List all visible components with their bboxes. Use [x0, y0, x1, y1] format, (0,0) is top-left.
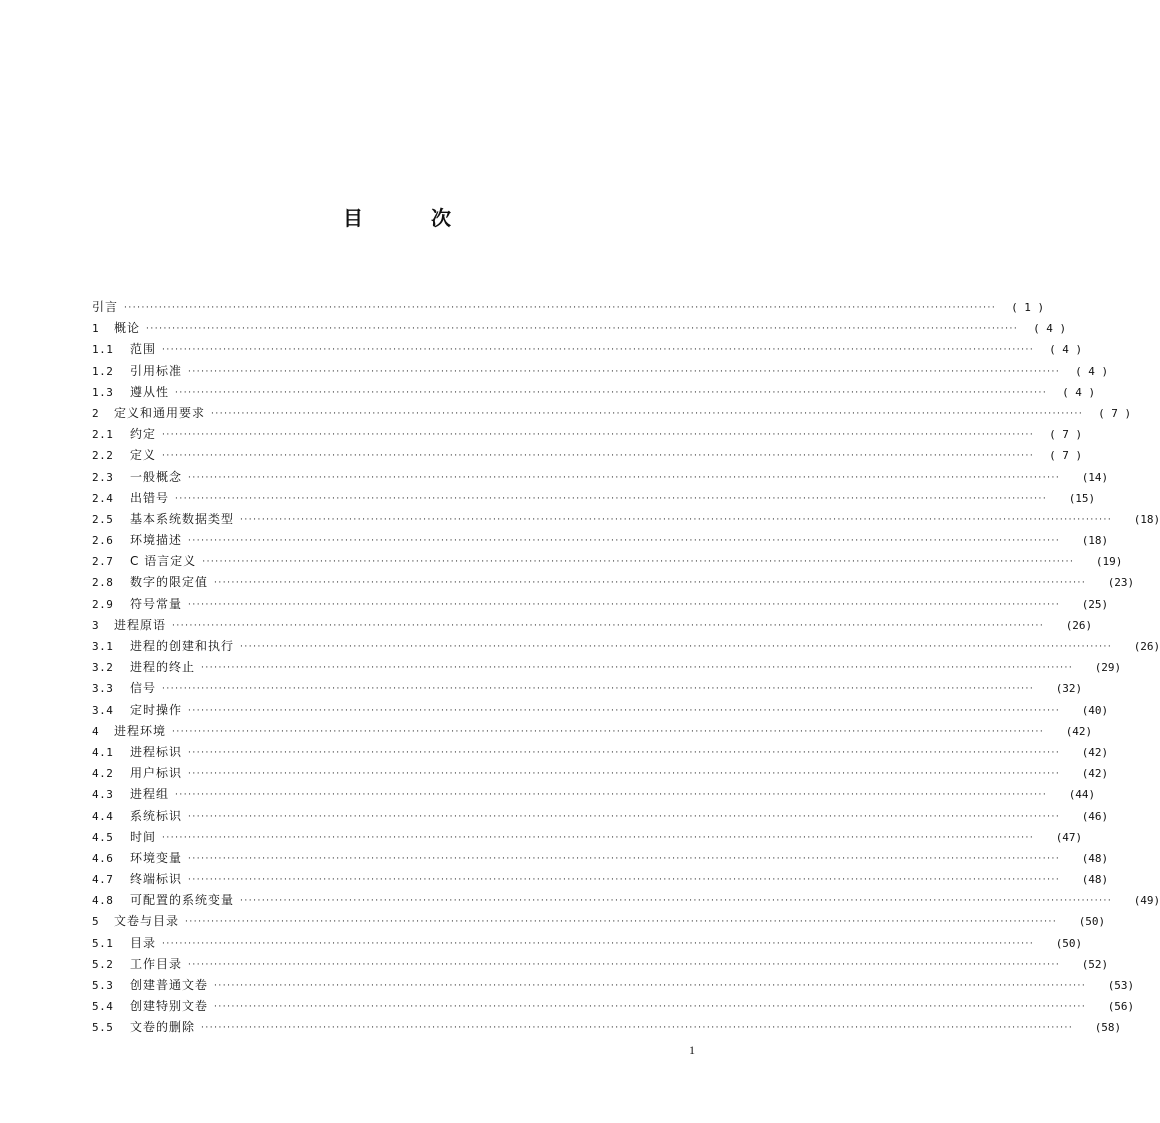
toc-entry [92, 509, 1160, 530]
toc-entry-number: 2.3 [92, 470, 114, 484]
toc-entry-page: (19) [1095, 555, 1123, 569]
toc-entry [92, 361, 1109, 382]
toc-entry-page: (25) [1081, 597, 1109, 611]
toc-entry-page: (50) [1055, 936, 1083, 950]
toc-entry-number: 3.3 [92, 682, 114, 696]
toc-entry-page: ( 7 ) [1049, 428, 1083, 442]
toc-entry-page: (48) [1081, 873, 1109, 887]
toc-entry-page: (44) [1068, 788, 1096, 802]
toc-entry-title: 环境变量 [130, 850, 183, 865]
toc-dot-leader: ········································································································································································································ [124, 303, 997, 313]
toc-entry-number: 4.1 [92, 745, 114, 759]
toc-entry-title: 出错号 [130, 490, 170, 505]
toc-dot-leader: ········································································································································································································ [162, 938, 1035, 949]
toc-dot-leader: ········································································································································································································ [188, 366, 1061, 377]
toc-entry-number: 5.4 [92, 1000, 114, 1014]
toc-entry [92, 954, 1109, 975]
toc-entry-title: 时间 [130, 829, 157, 844]
toc-entry-title: 符号常量 [130, 596, 183, 611]
toc-entry [92, 933, 1083, 954]
toc-entry-number: 3 [92, 618, 100, 632]
toc-entry-page: (49) [1133, 894, 1160, 908]
toc-dot-leader: ········································································································································································································ [214, 1002, 1087, 1013]
toc-dot-leader: ········································································································································································································ [214, 578, 1087, 589]
toc-entry [92, 975, 1135, 996]
toc-entry [92, 572, 1135, 593]
toc-entry-number: 2.4 [92, 491, 114, 505]
toc-entry-page: (42) [1065, 724, 1093, 738]
toc-entry-number: 2.1 [92, 428, 114, 442]
toc-dot-leader: ········································································································································································································ [188, 705, 1061, 716]
toc-entry-number: 1 [92, 322, 100, 336]
toc-entry-title: 一般概念 [130, 469, 183, 484]
toc-entry [92, 403, 1132, 424]
toc-entry-title: 概论 [114, 321, 141, 336]
toc-entry-title: 基本系统数据类型 [130, 511, 235, 526]
toc-entry-title: 信号 [130, 681, 157, 696]
toc-dot-leader: ········································································································································································································ [188, 472, 1061, 483]
toc-entry-page: ( 1 ) [1011, 301, 1045, 314]
toc-entry [92, 551, 1123, 572]
toc-entry-number: 4.7 [92, 873, 114, 887]
title-char-2: 次 [431, 206, 451, 230]
toc-entry-number: 1.1 [92, 343, 114, 357]
toc-entry [92, 297, 1045, 318]
toc-entry-page: (50) [1078, 915, 1106, 929]
toc-dot-leader: ········································································································································································································ [188, 853, 1061, 864]
toc-entry-title: 用户标识 [130, 766, 183, 781]
toc-entry [92, 594, 1109, 615]
toc-entry [92, 382, 1096, 403]
toc-dot-leader: ········································································································································································································ [211, 408, 1084, 419]
toc-entry-title: 约定 [130, 427, 157, 442]
toc-dot-leader: ········································································································································································································ [162, 832, 1035, 843]
toc-entry-number: 1.2 [92, 364, 114, 378]
toc-entry-number: 5.3 [92, 979, 114, 992]
toc-entry-title: 环境描述 [130, 533, 183, 548]
toc-entry [92, 911, 1106, 932]
toc-dot-leader: ········································································································································································································ [175, 387, 1048, 398]
toc-entry-title: 进程环境 [114, 723, 167, 738]
toc-entry [92, 488, 1096, 509]
toc-entry [92, 530, 1109, 551]
toc-entry [92, 339, 1083, 360]
toc-entry-title: 引用标准 [130, 363, 183, 378]
toc-entry [92, 657, 1122, 678]
toc-entry-number: 4.4 [92, 809, 114, 823]
toc-entry [92, 806, 1109, 827]
toc-entry-title: 工作目录 [130, 956, 183, 971]
toc-dot-leader: ········································································································································································································ [162, 430, 1035, 441]
toc-dot-leader: ········································································································································································································ [146, 324, 1019, 335]
toc-dot-leader: ········································································································································································································ [188, 769, 1061, 780]
toc-dot-leader: ········································································································································································································ [162, 684, 1035, 695]
toc-dot-leader: ········································································································································································································ [172, 726, 1045, 737]
toc-entry-page: (15) [1068, 491, 1096, 505]
toc-entry-page: (26) [1065, 618, 1093, 632]
toc-entry-title: 进程的终止 [130, 660, 196, 675]
toc-dot-leader: ········································································································································································································ [188, 536, 1061, 547]
toc-entry-number: 2.6 [92, 534, 114, 548]
toc-entry-page: (53) [1107, 979, 1135, 992]
toc-entry-number: 3.2 [92, 661, 114, 675]
toc-entry-page: (47) [1055, 830, 1083, 844]
toc-entry-number: 3.1 [92, 640, 114, 653]
toc-dot-leader: ········································································································································································································ [202, 557, 1075, 568]
toc-entry [92, 996, 1135, 1017]
toc-entry-title: 数字的限定值 [130, 575, 209, 590]
page-title [0, 202, 794, 231]
toc-entry [92, 742, 1109, 763]
toc-entry-title: 引言 [92, 300, 119, 314]
toc-entry [92, 763, 1109, 784]
toc-entry-number: 5.5 [92, 1021, 114, 1035]
toc-entry [92, 636, 1160, 657]
toc-dot-leader: ········································································································································································································ [214, 981, 1087, 991]
toc-dot-leader: ········································································································································································································ [175, 493, 1048, 504]
page-number: 1 [689, 1043, 695, 1057]
toc-entry-page: (48) [1081, 851, 1109, 865]
toc-entry-number: 2.2 [92, 449, 114, 463]
toc-entry-page: ( 4 ) [1062, 385, 1096, 399]
toc-entry-page: (52) [1081, 957, 1109, 971]
toc-dot-leader: ········································································································································································································ [201, 1023, 1074, 1034]
toc-entry-number: 2.7 [92, 555, 114, 569]
toc-entry [92, 869, 1109, 890]
toc-entry-title: 遵从性 [130, 384, 170, 399]
toc-entry-page: (42) [1081, 745, 1109, 759]
toc-dot-leader: ········································································································································································································ [240, 642, 1113, 652]
toc-entry-page: (46) [1081, 809, 1109, 823]
toc-entry-page: (29) [1094, 661, 1122, 675]
toc-dot-leader: ········································································································································································································ [175, 790, 1048, 801]
toc-entry-title: 进程原语 [114, 617, 167, 632]
title-char-1: 目 [343, 206, 363, 230]
toc-entry-page: (32) [1055, 682, 1083, 696]
toc-entry-number: 3.4 [92, 703, 114, 717]
toc-entry-number: 4.6 [92, 851, 114, 865]
toc-entry-title: 进程标识 [130, 744, 183, 759]
toc-entry-title: 系统标识 [130, 808, 183, 823]
toc-dot-leader: ········································································································································································································ [240, 896, 1113, 907]
toc-entry-title: C 语言定义 [130, 554, 197, 569]
toc-entry [92, 1017, 1122, 1038]
toc-dot-leader: ········································································································································································································ [188, 875, 1061, 886]
toc-entry-title: 文卷与目录 [114, 914, 180, 929]
toc-entry-number: 4.2 [92, 767, 114, 781]
toc-dot-leader: ········································································································································································································ [240, 514, 1113, 525]
toc-entry-page: (42) [1081, 767, 1109, 781]
toc-dot-leader: ········································································································································································································ [201, 663, 1074, 674]
toc-entry-page: (23) [1107, 576, 1135, 590]
toc-entry-title: 创建特别文卷 [130, 999, 209, 1014]
toc-entry [92, 678, 1083, 699]
toc-entry [92, 424, 1083, 445]
toc-entry-title: 目录 [130, 935, 157, 950]
toc-entry [92, 848, 1109, 869]
toc-entry [92, 827, 1083, 848]
toc-entry-number: 5.1 [92, 936, 114, 950]
toc-entry-page: (18) [1133, 512, 1160, 526]
toc-entry-title: 范围 [130, 342, 157, 357]
toc-entry-page: ( 4 ) [1075, 364, 1109, 378]
toc-dot-leader: ········································································································································································································ [162, 451, 1035, 462]
toc-dot-leader: ········································································································································································································ [172, 620, 1045, 631]
toc-entry-title: 定时操作 [130, 702, 183, 717]
toc-entry-number: 1.3 [92, 385, 114, 399]
toc-entry-page: (14) [1081, 470, 1109, 484]
toc-entry-page: ( 7 ) [1049, 449, 1083, 463]
toc-entry-page: (40) [1081, 703, 1109, 717]
toc-entry [92, 615, 1093, 636]
toc-entry-number: 4.5 [92, 830, 114, 844]
toc-entry [92, 467, 1109, 488]
toc-entry-title: 创建普通文卷 [130, 978, 209, 992]
toc-entry-title: 进程的创建和执行 [130, 639, 235, 653]
toc-entry-number: 5 [92, 915, 100, 929]
toc-entry-title: 可配置的系统变量 [130, 893, 235, 908]
toc-entry-number: 2.8 [92, 576, 114, 590]
toc-entry [92, 445, 1083, 466]
toc-entry-page: ( 4 ) [1033, 322, 1067, 336]
toc-entry-number: 2 [92, 406, 100, 420]
toc-entry [92, 784, 1096, 805]
toc-entry [92, 721, 1093, 742]
toc-dot-leader: ········································································································································································································ [188, 747, 1061, 758]
toc-dot-leader: ········································································································································································································ [188, 811, 1061, 822]
toc-entry-number: 2.5 [92, 512, 114, 526]
toc-entry-title: 定义和通用要求 [114, 405, 206, 420]
toc-entry-page: (58) [1094, 1021, 1122, 1035]
table-of-contents [92, 297, 1160, 1039]
toc-entry [92, 700, 1109, 721]
toc-entry-page: ( 4 ) [1049, 343, 1083, 357]
toc-dot-leader: ········································································································································································································ [185, 917, 1058, 928]
toc-entry-number: 4.8 [92, 894, 114, 908]
toc-entry [92, 318, 1067, 339]
toc-entry-title: 终端标识 [130, 872, 183, 887]
toc-entry-page: (18) [1081, 534, 1109, 548]
toc-entry-number: 4 [92, 724, 100, 738]
toc-entry-title: 文卷的删除 [130, 1020, 196, 1035]
toc-entry-number: 2.9 [92, 597, 114, 611]
toc-entry-page: (56) [1107, 1000, 1135, 1014]
toc-dot-leader: ········································································································································································································ [188, 959, 1061, 970]
toc-entry [92, 890, 1160, 911]
toc-entry-page: ( 7 ) [1098, 406, 1132, 420]
toc-entry-number: 4.3 [92, 788, 114, 802]
toc-entry-title: 进程组 [130, 787, 170, 802]
toc-dot-leader: ········································································································································································································ [162, 345, 1035, 356]
toc-entry-page: (26) [1133, 640, 1160, 653]
toc-entry-number: 5.2 [92, 957, 114, 971]
toc-dot-leader: ········································································································································································································ [188, 599, 1061, 610]
toc-entry-title: 定义 [130, 448, 157, 463]
